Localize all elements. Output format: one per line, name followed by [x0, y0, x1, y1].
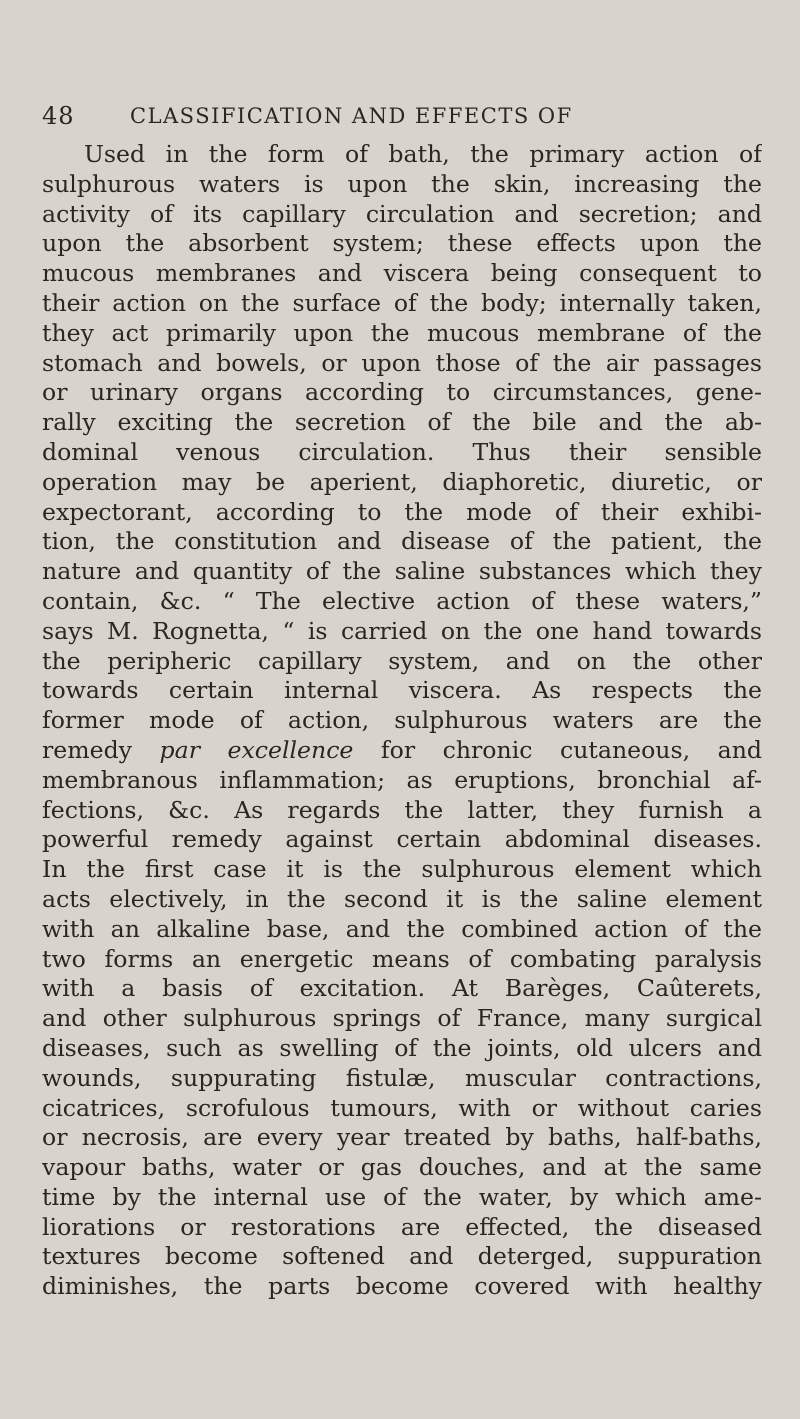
- text-line: contain, &c. “ The elective action of these waters,”: [42, 586, 762, 615]
- text-line: dominal venous circulation. Thus their sensible: [42, 437, 762, 466]
- text-line: and other sulphurous springs of France, many surgical: [42, 1004, 762, 1033]
- text-line: powerful remedy against certain abdominal diseases.: [42, 825, 762, 854]
- text-line: tion, the constitution and disease of the patient, the: [42, 527, 762, 556]
- text-line: time by the internal use of the water, by which ame-: [42, 1182, 762, 1211]
- text-line: rally exciting the secretion of the bile and the ab-: [42, 408, 762, 437]
- text-line: membranous inflammation; as eruptions, bronchial af-: [42, 765, 762, 794]
- text-line: textures become softened and deterged, suppuration: [42, 1242, 762, 1271]
- body-text: [42, 140, 762, 1302]
- italic-phrase: par excellence: [159, 735, 354, 764]
- text-line: operation may be aperient, diaphoretic, diuretic, or: [42, 467, 762, 496]
- text-line: or urinary organs according to circumstances, gene-: [42, 378, 762, 407]
- text-line: liorations or restorations are effected, the diseased: [42, 1212, 762, 1241]
- text-line: with a basis of excitation. At Barèges, Caûterets,: [42, 974, 762, 1003]
- text-line: the peripheric capillary system, and on the other: [42, 646, 762, 675]
- text-line: activity of its capillary circulation and secretion; and: [42, 199, 762, 228]
- text-line: stomach and bowels, or upon those of the air passages: [42, 348, 762, 377]
- text-line: two forms an energetic means of combating paralysis: [42, 944, 762, 973]
- text-line: upon the absorbent system; these effects upon the: [42, 229, 762, 258]
- text-line: wounds, suppurating fistulæ, muscular contractions,: [42, 1063, 762, 1092]
- text-line: In the first case it is the sulphurous element which: [42, 855, 762, 884]
- text-line: or necrosis, are every year treated by baths, half-baths,: [42, 1123, 762, 1152]
- text-line: expectorant, according to the mode of their exhibi-: [42, 497, 762, 526]
- text-line: their action on the surface of the body; internally taken,: [42, 288, 762, 317]
- text-line: remedy par excellence for chronic cutaneous, and: [42, 735, 762, 764]
- text-line: Used in the form of bath, the primary action of: [84, 140, 762, 168]
- text-line: with an alkaline base, and the combined action of the: [42, 914, 762, 943]
- running-head: CLASSIFICATION AND EFFECTS OF: [130, 104, 573, 128]
- text-line: diminishes, the parts become covered with healthy: [42, 1272, 762, 1301]
- text-line: vapour baths, water or gas douches, and at the same: [42, 1153, 762, 1182]
- text-line: says M. Rognetta, “ is carried on the one hand towards: [42, 616, 762, 645]
- text-line: sulphurous waters is upon the skin, increasing the: [42, 169, 762, 198]
- text-line: towards certain internal viscera. As respects the: [42, 676, 762, 705]
- text-line: mucous membranes and viscera being consequent to: [42, 259, 762, 288]
- page-header: [42, 96, 762, 132]
- page-number: 48: [42, 102, 75, 130]
- text-line: nature and quantity of the saline substances which they: [42, 557, 762, 586]
- text-line: fections, &c. As regards the latter, they furnish a: [42, 795, 762, 824]
- text-line: cicatrices, scrofulous tumours, with or without caries: [42, 1093, 762, 1122]
- text-line: acts electively, in the second it is the saline element: [42, 884, 762, 913]
- text-line: former mode of action, sulphurous waters are the: [42, 706, 762, 735]
- text-line: they act primarily upon the mucous membrane of the: [42, 318, 762, 347]
- text-line: diseases, such as swelling of the joints, old ulcers and: [42, 1033, 762, 1062]
